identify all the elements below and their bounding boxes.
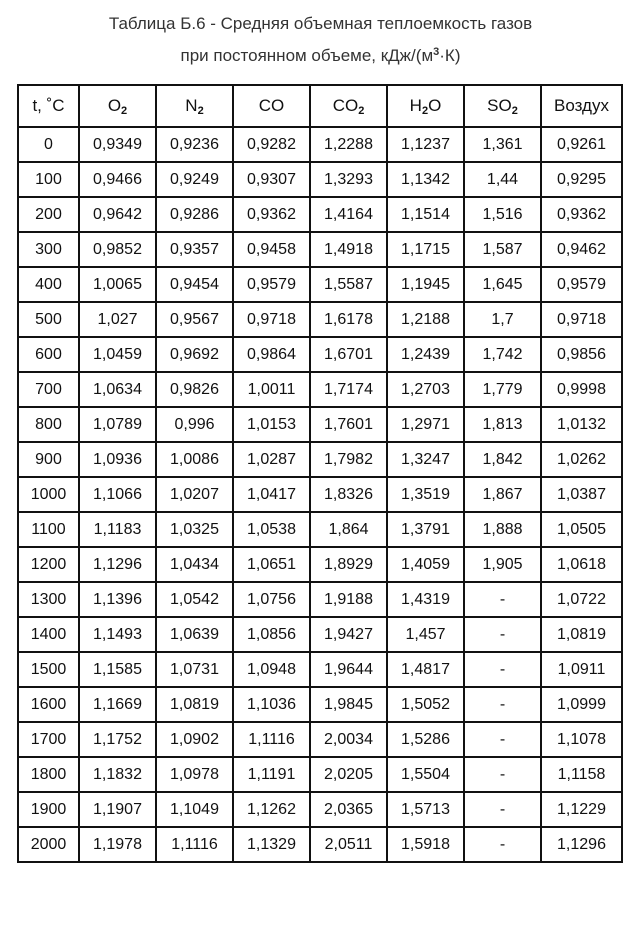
header-n2 (156, 85, 233, 127)
temperature-cell: 0 (18, 127, 79, 162)
value-cell: 1,0287 (233, 442, 310, 477)
value-cell: 2,0034 (310, 722, 387, 757)
table-row (18, 127, 622, 162)
header-subscript: 2 (121, 105, 128, 117)
value-cell: 1,0902 (156, 722, 233, 757)
value-cell: - (464, 687, 541, 722)
header-label: CO (258, 96, 285, 115)
value-cell: 1,645 (464, 267, 541, 302)
value-cell: 1,9644 (310, 652, 387, 687)
value-cell: 0,9295 (541, 162, 622, 197)
value-cell: 1,2288 (310, 127, 387, 162)
table-row (18, 757, 622, 792)
temperature-cell: 1500 (18, 652, 79, 687)
table-row (18, 197, 622, 232)
heat-capacity-table (17, 84, 623, 863)
header-subscript: 2 (358, 105, 365, 117)
value-cell: 1,0207 (156, 477, 233, 512)
value-cell: 1,4817 (387, 652, 464, 687)
value-cell: 1,0731 (156, 652, 233, 687)
temperature-cell: 1400 (18, 617, 79, 652)
temperature-cell: 200 (18, 197, 79, 232)
value-cell: 1,0639 (156, 617, 233, 652)
temperature-cell: 700 (18, 372, 79, 407)
value-cell: 1,7174 (310, 372, 387, 407)
value-cell: 1,9845 (310, 687, 387, 722)
table-row (18, 232, 622, 267)
header-so2 (464, 85, 541, 127)
value-cell: 1,1296 (541, 827, 622, 862)
value-cell: 1,1158 (541, 757, 622, 792)
header-label: H (409, 96, 422, 115)
value-cell: 1,0459 (79, 337, 156, 372)
value-cell: 1,0387 (541, 477, 622, 512)
header-label: CO (332, 96, 359, 115)
value-cell: 1,1183 (79, 512, 156, 547)
value-cell: 1,1945 (387, 267, 464, 302)
header-co2 (310, 85, 387, 127)
value-cell: 1,0011 (233, 372, 310, 407)
value-cell: 1,0538 (233, 512, 310, 547)
value-cell: - (464, 582, 541, 617)
table-caption-units (0, 45, 641, 67)
value-cell: 1,2971 (387, 407, 464, 442)
value-cell: 1,1329 (233, 827, 310, 862)
value-cell: 1,0856 (233, 617, 310, 652)
caption-units-prefix: при постоянном объеме, кДж/(м (180, 46, 434, 65)
value-cell: 0,9692 (156, 337, 233, 372)
caption-units-superscript: 3 (433, 46, 440, 58)
value-cell: 0,9718 (541, 302, 622, 337)
value-cell: 1,0948 (233, 652, 310, 687)
temperature-cell: 1600 (18, 687, 79, 722)
value-cell: 1,44 (464, 162, 541, 197)
value-cell: 1,587 (464, 232, 541, 267)
value-cell: 1,027 (79, 302, 156, 337)
value-cell: 0,9362 (541, 197, 622, 232)
value-cell: 1,5286 (387, 722, 464, 757)
value-cell: 0,9454 (156, 267, 233, 302)
value-cell: 1,0911 (541, 652, 622, 687)
table-row (18, 302, 622, 337)
value-cell: 1,3247 (387, 442, 464, 477)
value-cell: 1,7982 (310, 442, 387, 477)
value-cell: 1,1752 (79, 722, 156, 757)
header-label-tail: O (428, 96, 442, 115)
value-cell: 1,5918 (387, 827, 464, 862)
value-cell: 1,0819 (156, 687, 233, 722)
table-row (18, 652, 622, 687)
value-cell: 0,9579 (541, 267, 622, 302)
value-cell: 0,9856 (541, 337, 622, 372)
value-cell: 1,9188 (310, 582, 387, 617)
table-row (18, 477, 622, 512)
temperature-cell: 1900 (18, 792, 79, 827)
temperature-cell: 500 (18, 302, 79, 337)
value-cell: - (464, 827, 541, 862)
table-row (18, 547, 622, 582)
value-cell: 1,1049 (156, 792, 233, 827)
header-subscript: 2 (197, 105, 204, 117)
value-cell: 1,361 (464, 127, 541, 162)
table-row (18, 687, 622, 722)
caption-units-suffix: ·К) (439, 46, 461, 65)
value-cell: 2,0205 (310, 757, 387, 792)
value-cell: 1,905 (464, 547, 541, 582)
value-cell: 1,0325 (156, 512, 233, 547)
value-cell: 1,516 (464, 197, 541, 232)
table-row (18, 512, 622, 547)
temperature-cell: 1200 (18, 547, 79, 582)
value-cell: 0,9249 (156, 162, 233, 197)
value-cell: 0,996 (156, 407, 233, 442)
header-temperature (18, 85, 79, 127)
value-cell: 1,867 (464, 477, 541, 512)
table-row (18, 792, 622, 827)
value-cell: 1,3293 (310, 162, 387, 197)
value-cell: 1,8929 (310, 547, 387, 582)
value-cell: 1,0434 (156, 547, 233, 582)
value-cell: 1,0417 (233, 477, 310, 512)
value-cell: 1,0978 (156, 757, 233, 792)
value-cell: 1,1066 (79, 477, 156, 512)
value-cell: 0,9458 (233, 232, 310, 267)
value-cell: 1,7 (464, 302, 541, 337)
header-label: N (185, 96, 198, 115)
value-cell: 1,0999 (541, 687, 622, 722)
temperature-cell: 1000 (18, 477, 79, 512)
value-cell: 1,0789 (79, 407, 156, 442)
value-cell: - (464, 757, 541, 792)
value-cell: 0,9362 (233, 197, 310, 232)
value-cell: 1,6701 (310, 337, 387, 372)
value-cell: 1,1237 (387, 127, 464, 162)
value-cell: 1,0153 (233, 407, 310, 442)
temperature-cell: 600 (18, 337, 79, 372)
value-cell: 2,0365 (310, 792, 387, 827)
value-cell: 0,9261 (541, 127, 622, 162)
value-cell: 1,1191 (233, 757, 310, 792)
value-cell: 2,0511 (310, 827, 387, 862)
header-subscript: 2 (511, 105, 518, 117)
value-cell: 0,9642 (79, 197, 156, 232)
value-cell: 1,0132 (541, 407, 622, 442)
table-row (18, 442, 622, 477)
value-cell: 1,6178 (310, 302, 387, 337)
header-label: t, ˚C (32, 96, 65, 115)
value-cell: 0,9357 (156, 232, 233, 267)
table-row (18, 617, 622, 652)
value-cell: 1,5713 (387, 792, 464, 827)
header-o2 (79, 85, 156, 127)
temperature-cell: 300 (18, 232, 79, 267)
value-cell: 1,457 (387, 617, 464, 652)
value-cell: - (464, 652, 541, 687)
value-cell: 1,9427 (310, 617, 387, 652)
value-cell: 0,9718 (233, 302, 310, 337)
temperature-cell: 1100 (18, 512, 79, 547)
value-cell: 1,0936 (79, 442, 156, 477)
value-cell: 1,0618 (541, 547, 622, 582)
value-cell: 1,0065 (79, 267, 156, 302)
value-cell: 1,3519 (387, 477, 464, 512)
value-cell: 1,864 (310, 512, 387, 547)
value-cell: 1,4059 (387, 547, 464, 582)
header-air (541, 85, 622, 127)
value-cell: 1,2439 (387, 337, 464, 372)
value-cell: 1,842 (464, 442, 541, 477)
value-cell: 1,813 (464, 407, 541, 442)
header-label: Воздух (554, 96, 609, 115)
header-co (233, 85, 310, 127)
value-cell: 1,0651 (233, 547, 310, 582)
header-label: SO (487, 96, 512, 115)
value-cell: 1,888 (464, 512, 541, 547)
value-cell: 1,1229 (541, 792, 622, 827)
value-cell: 1,0634 (79, 372, 156, 407)
value-cell: 1,0262 (541, 442, 622, 477)
temperature-cell: 800 (18, 407, 79, 442)
header-h2o (387, 85, 464, 127)
temperature-cell: 900 (18, 442, 79, 477)
value-cell: 1,1493 (79, 617, 156, 652)
temperature-cell: 100 (18, 162, 79, 197)
value-cell: 1,3791 (387, 512, 464, 547)
value-cell: 1,1396 (79, 582, 156, 617)
value-cell: 1,1978 (79, 827, 156, 862)
value-cell: 1,1669 (79, 687, 156, 722)
value-cell: 1,1116 (156, 827, 233, 862)
value-cell: 1,8326 (310, 477, 387, 512)
value-cell: 0,9466 (79, 162, 156, 197)
value-cell: 0,9462 (541, 232, 622, 267)
value-cell: 1,0819 (541, 617, 622, 652)
value-cell: - (464, 617, 541, 652)
value-cell: 1,0086 (156, 442, 233, 477)
table-row (18, 372, 622, 407)
table-row (18, 162, 622, 197)
temperature-cell: 2000 (18, 827, 79, 862)
value-cell: 1,1296 (79, 547, 156, 582)
table-row (18, 722, 622, 757)
temperature-cell: 1800 (18, 757, 79, 792)
value-cell: 1,4319 (387, 582, 464, 617)
header-subscript: 2 (421, 105, 429, 117)
table-row (18, 407, 622, 442)
value-cell: 1,0756 (233, 582, 310, 617)
value-cell: 1,7601 (310, 407, 387, 442)
value-cell: 0,9579 (233, 267, 310, 302)
value-cell: 0,9286 (156, 197, 233, 232)
value-cell: 0,9349 (79, 127, 156, 162)
value-cell: 0,9236 (156, 127, 233, 162)
value-cell: 0,9307 (233, 162, 310, 197)
value-cell: 1,5052 (387, 687, 464, 722)
table-header-row (18, 85, 622, 127)
temperature-cell: 1300 (18, 582, 79, 617)
value-cell: - (464, 792, 541, 827)
value-cell: 1,2188 (387, 302, 464, 337)
value-cell: 1,1078 (541, 722, 622, 757)
value-cell: 1,1116 (233, 722, 310, 757)
value-cell: 1,1262 (233, 792, 310, 827)
value-cell: 0,9826 (156, 372, 233, 407)
value-cell: 1,0505 (541, 512, 622, 547)
value-cell: 1,1907 (79, 792, 156, 827)
value-cell: 1,1715 (387, 232, 464, 267)
value-cell: 0,9852 (79, 232, 156, 267)
value-cell: 1,0542 (156, 582, 233, 617)
table-caption-title: Таблица Б.6 - Средняя объемная теплоемкость газов (108, 14, 533, 33)
value-cell: 1,779 (464, 372, 541, 407)
value-cell: 0,9864 (233, 337, 310, 372)
value-cell: - (464, 722, 541, 757)
value-cell: 0,9998 (541, 372, 622, 407)
value-cell: 1,0722 (541, 582, 622, 617)
value-cell: 1,5504 (387, 757, 464, 792)
table-row (18, 827, 622, 862)
table-row (18, 582, 622, 617)
value-cell: 1,1585 (79, 652, 156, 687)
value-cell: 1,1036 (233, 687, 310, 722)
table-row (18, 267, 622, 302)
value-cell: 1,742 (464, 337, 541, 372)
header-label: O (107, 96, 122, 115)
temperature-cell: 1700 (18, 722, 79, 757)
value-cell: 0,9282 (233, 127, 310, 162)
value-cell: 1,5587 (310, 267, 387, 302)
value-cell: 1,4164 (310, 197, 387, 232)
table-row (18, 337, 622, 372)
value-cell: 1,4918 (310, 232, 387, 267)
value-cell: 0,9567 (156, 302, 233, 337)
value-cell: 1,2703 (387, 372, 464, 407)
value-cell: 1,1514 (387, 197, 464, 232)
value-cell: 1,1342 (387, 162, 464, 197)
temperature-cell: 400 (18, 267, 79, 302)
value-cell: 1,1832 (79, 757, 156, 792)
